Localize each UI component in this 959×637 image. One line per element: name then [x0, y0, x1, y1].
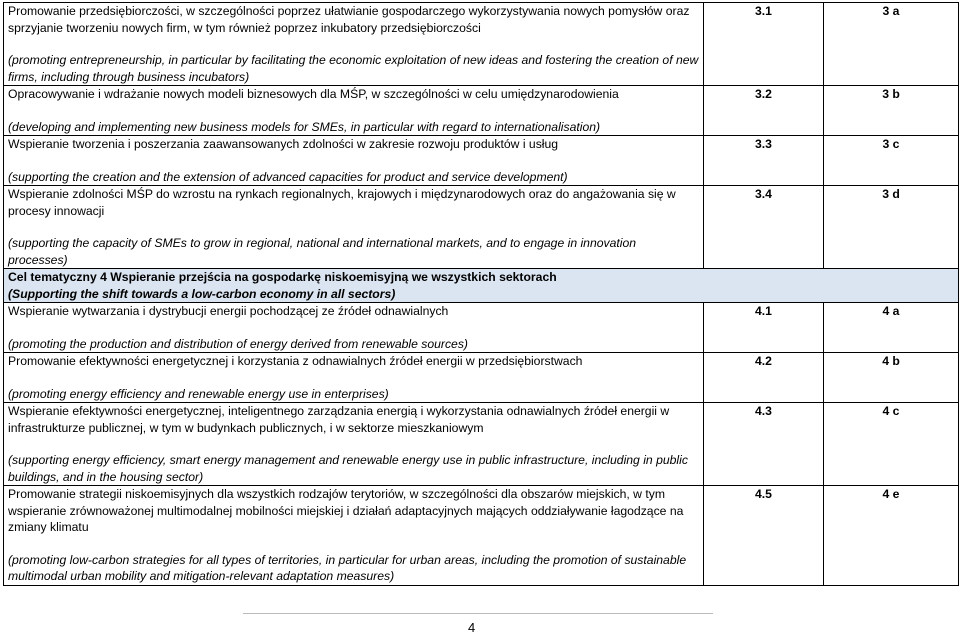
table-row [4, 303, 959, 353]
priority-number: 3.1 [704, 3, 824, 86]
priority-description-cell [4, 403, 704, 486]
thematic-objective-title-en: (Supporting the shift towards a low-carbon economy in all sectors) [8, 286, 396, 301]
table-row [4, 486, 959, 586]
priority-code: 4 c [824, 403, 959, 486]
priority-description-cell [4, 353, 704, 403]
footer-divider [243, 613, 713, 614]
priority-number: 4.5 [704, 486, 824, 586]
thematic-objective-cell [4, 269, 959, 303]
page-number: 4 [468, 620, 476, 635]
priority-text-pl: Wspieranie efektywności energetycznej, inteligentnego zarządzania energią i wykorzystania odnawialnych źródeł energii w infrastrukturze publicznej, w tym w budynkach publicznych, i w sektorze mieszkaniowym [8, 404, 670, 435]
priority-number: 4.2 [704, 353, 824, 403]
priority-text-en: (supporting the capacity of SMEs to grow in regional, national and international markets, and to engage in innovation processes) [8, 236, 637, 267]
priority-text-en: (supporting the creation and the extension of advanced capacities for product and service development) [8, 169, 568, 184]
priorities-table [3, 2, 959, 586]
priority-text-en: (promoting low-carbon strategies for all types of territories, in particular for urban areas, including the promotion of sustainable multimodal urban mobility and mitigation-relevant adaptation measures) [8, 552, 687, 583]
thematic-objective-row [4, 269, 959, 303]
priority-code: 4 b [824, 353, 959, 403]
priority-number: 3.3 [704, 136, 824, 186]
priority-text-pl: Opracowywanie i wdrażanie nowych modeli biznesowych dla MŚP, w szczególności w celu umiędzynarodowienia [8, 87, 619, 101]
priority-number: 4.1 [704, 303, 824, 353]
priority-code: 4 e [824, 486, 959, 586]
priority-code: 4 a [824, 303, 959, 353]
priority-number: 3.2 [704, 86, 824, 136]
priority-text-pl: Promowanie przedsiębiorczości, w szczególności poprzez ułatwianie gospodarczego wykorzystywania nowych pomysłów oraz sprzyjanie tworzeniu nowych firm, w tym również poprzez inkubatory przedsiębiorczości [8, 4, 690, 35]
priority-number: 3.4 [704, 186, 824, 269]
priority-description-cell [4, 86, 704, 136]
table-row [4, 186, 959, 269]
priority-description-cell [4, 3, 704, 86]
priority-code: 3 c [824, 136, 959, 186]
priority-text-en: (developing and implementing new business models for SMEs, in particular with regard to internationalisation) [8, 119, 601, 134]
priority-description-cell [4, 186, 704, 269]
priority-description-cell [4, 303, 704, 353]
priority-text-en: (supporting energy efficiency, smart energy management and renewable energy use in public infrastructure, including in public buildings, and in the housing sector) [8, 453, 688, 484]
table-row [4, 353, 959, 403]
priority-description-cell [4, 136, 704, 186]
thematic-objective-title-pl: Cel tematyczny 4 Wspieranie przejścia na gospodarkę niskoemisyjną we wszystkich sektorach [8, 270, 557, 284]
priority-text-en: (promoting energy efficiency and renewable energy use in enterprises) [8, 386, 389, 401]
priority-text-en: (promoting the production and distribution of energy derived from renewable sources) [8, 336, 468, 351]
priority-text-en: (promoting entrepreneurship, in particular by facilitating the economic exploitation of new ideas and fostering the creation of new firms, including through business incubators) [8, 53, 699, 84]
priority-description-cell [4, 486, 704, 586]
table-row [4, 136, 959, 186]
table-row [4, 86, 959, 136]
table-row [4, 403, 959, 486]
priority-text-pl: Wspieranie tworzenia i poszerzania zaawansowanych zdolności w zakresie rozwoju produktów i usług [8, 137, 559, 151]
priority-code: 3 b [824, 86, 959, 136]
priority-text-pl: Promowanie strategii niskoemisyjnych dla wszystkich rodzajów terytoriów, w szczególności dla obszarów miejskich, w tym wspieranie zrównoważonej multimodalnej mobilności miejskiej i działań adaptacyjnych mających oddziaływanie łagodzące na zmiany klimatu [8, 487, 684, 534]
priority-text-pl: Promowanie efektywności energetycznej i korzystania z odnawialnych źródeł energii w przedsiębiorstwach [8, 354, 583, 368]
table-row [4, 3, 959, 86]
priority-code: 3 a [824, 3, 959, 86]
priority-number: 4.3 [704, 403, 824, 486]
priority-code: 3 d [824, 186, 959, 269]
priority-text-pl: Wspieranie zdolności MŚP do wzrostu na rynkach regionalnych, krajowych i międzynarodowych oraz do angażowania się w procesy innowacji [8, 187, 676, 218]
priority-text-pl: Wspieranie wytwarzania i dystrybucji energii pochodzącej ze źródeł odnawialnych [8, 304, 449, 318]
